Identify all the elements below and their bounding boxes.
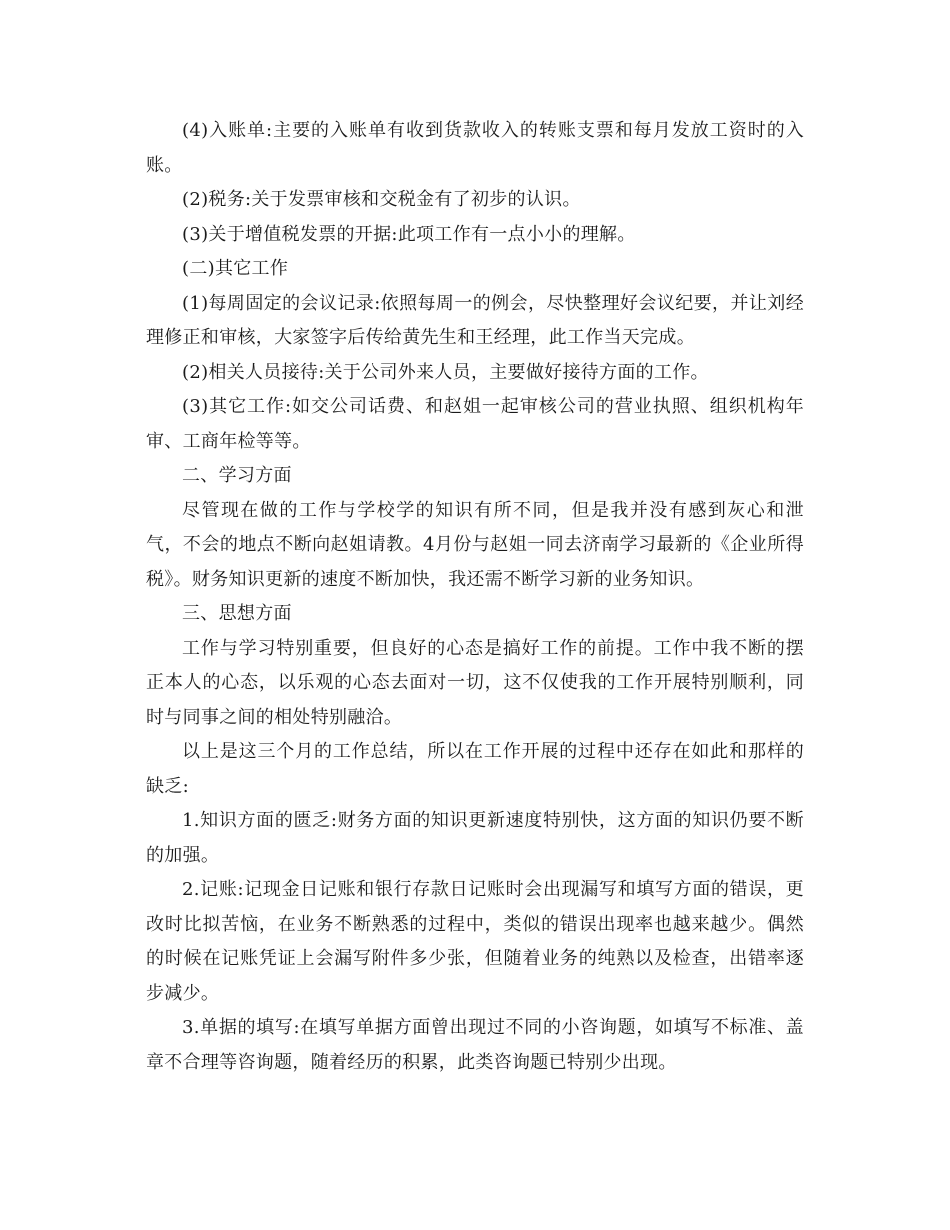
paragraph-document-filling: 3.单据的填写:在填写单据方面曾出现过不同的小咨询题，如填写不标准、盖章不合理等咨询题，随着经历的积累，此类咨询题已特别少出现。 — [146, 1017, 804, 1073]
heading-other-work: (二)其它工作 — [182, 258, 289, 279]
heading-thinking: 三、思想方面 — [182, 603, 292, 624]
paragraph-tax: (2)税务:关于发票审核和交税金有了初步的认识。 — [182, 189, 581, 210]
paragraph-reception: (2)相关人员接待:关于公司外来人员，主要做好接待方面的工作。 — [182, 361, 709, 383]
paragraph-other-tasks: (3)其它工作:如交公司话费、和赵姐一起审核公司的营业执照、组织机构年审、工商年检等等。 — [146, 396, 804, 452]
paragraph-learning: 尽管现在做的工作与学校学的知识有所不同，但是我并没有感到灰心和泄气，不会的地点不断向赵姐请教。4月份与赵姐一同去济南学习最新的《企业所得税》。财务知识更新的速度不断加快，我还需不断学习新的业务知识。 — [146, 499, 804, 590]
paragraph-thinking: 工作与学习特别重要，但良好的心态是搞好工作的前提。工作中我不断的摆正本人的心态，以乐观的心态去面对一切，这不仅使我的工作开展特别顺利，同时与同事之间的相处特别融洽。 — [146, 637, 804, 728]
paragraph-knowledge-gap: 1.知识方面的匮乏:财务方面的知识更新速度特别快，这方面的知识仍要不断的加强。 — [146, 810, 804, 866]
paragraph-invoice-entry: (4)入账单:主要的入账单有收到货款收入的转账支票和每月发放工资时的入账。 — [146, 120, 804, 176]
heading-learning: 二、学习方面 — [182, 465, 292, 486]
paragraph-summary: 以上是这三个月的工作总结，所以在工作开展的过程中还存在如此和那样的缺乏: — [146, 741, 804, 797]
paragraph-vat-invoice: (3)关于增值税发票的开据:此项工作有一点小小的理解。 — [182, 223, 636, 245]
paragraph-meeting-minutes: (1)每周固定的会议记录:依照每周一的例会，尽快整理好会议纪要，并让刘经理修正和审核，大家签字后传给黄先生和王经理，此工作当天完成。 — [146, 292, 804, 348]
paragraph-bookkeeping: 2.记账:记现金日记账和银行存款日记账时会出现漏写和填写方面的错误，更改时比拟苦恼，在业务不断熟悉的过程中，类似的错误出现率也越来越少。偶然的时候在记账凭证上会漏写附件多少张，但随着业务的纯熟以及检查，出错率逐步减少。 — [146, 879, 804, 1004]
